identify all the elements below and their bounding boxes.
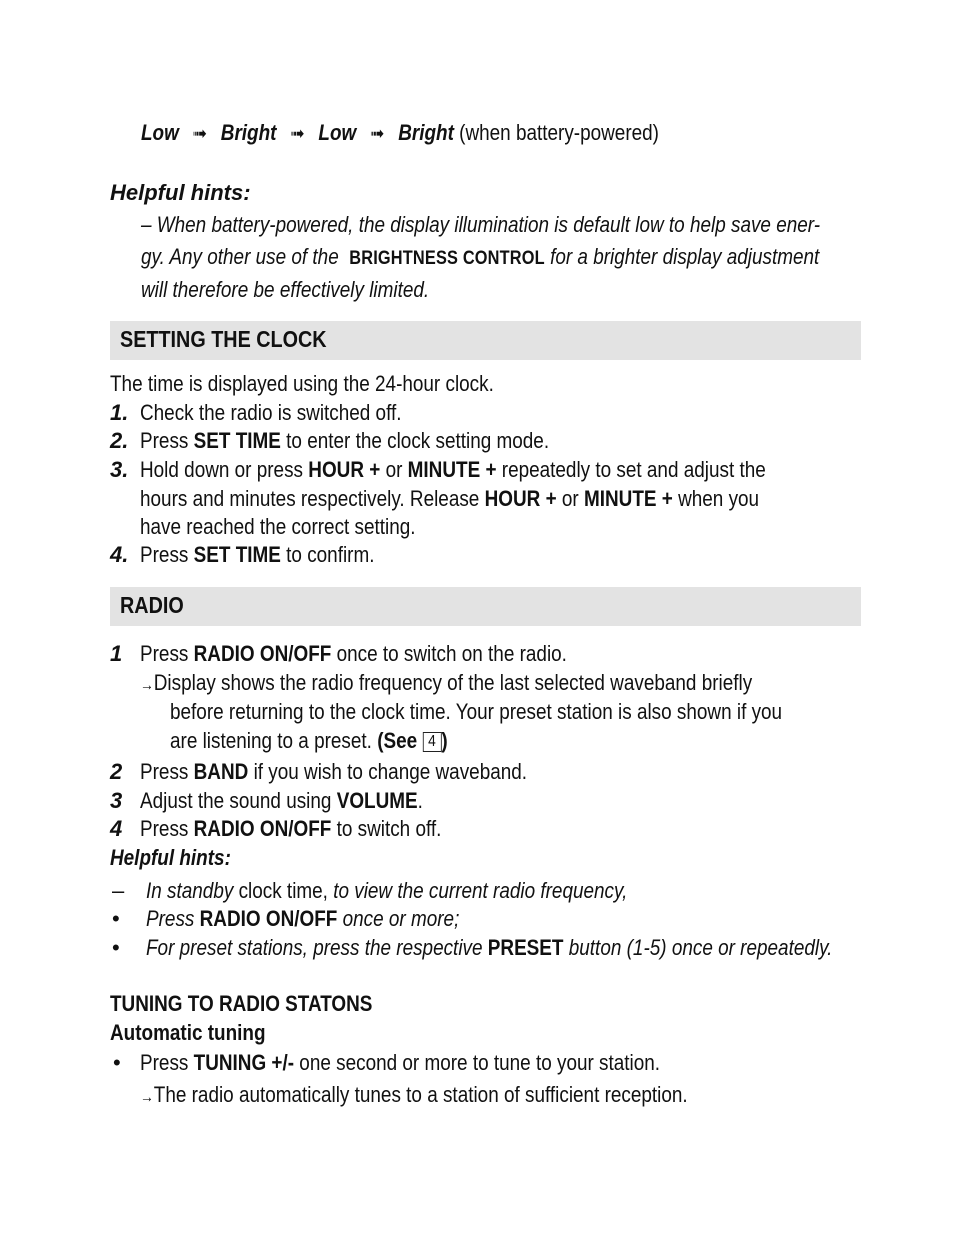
section-header-radio: RADIO xyxy=(110,587,861,626)
hint-line-1: – When battery-powered, the display illumination is default low to help save ener- xyxy=(141,212,821,237)
step-bright-1: Bright xyxy=(220,120,277,145)
right-arrow-icon: ➟ xyxy=(192,123,208,145)
result-arrow-icon: → xyxy=(140,677,154,694)
step-low-2: Low xyxy=(318,120,357,145)
step-low-1: Low xyxy=(141,120,179,145)
hints-heading: Helpful hints: xyxy=(110,180,251,205)
section-header-clock: SETTING THE CLOCK xyxy=(110,321,861,360)
brightness-suffix: (when battery-powered) xyxy=(459,120,659,145)
clock-intro: The time is displayed using the 24-hour clock. xyxy=(110,371,494,396)
brightness-control-key: BRIGHTNESS CONTROL xyxy=(349,248,545,269)
tuning-result: →The radio automatically tunes to a station of sufficient reception. xyxy=(140,1082,688,1107)
result-arrow-icon: → xyxy=(140,1089,154,1106)
hint-line-2: gy. Any other use of the BRIGHTNESS CONTROL for a brighter display adjustment xyxy=(141,244,820,269)
right-arrow-icon: ➟ xyxy=(290,123,305,145)
figure-reference-box: 4 xyxy=(422,732,441,752)
brightness-sequence xyxy=(141,120,743,146)
right-arrow-icon: ➟ xyxy=(370,123,385,145)
tuning-title: TUNING TO RADIO STATONS xyxy=(110,991,373,1016)
hint-line-3: will therefore be effectively limited. xyxy=(141,277,430,302)
radio-hints-heading: Helpful hints: xyxy=(110,845,231,870)
tuning-subtitle: Automatic tuning xyxy=(110,1020,266,1045)
step-bright-2: Bright xyxy=(398,120,454,145)
